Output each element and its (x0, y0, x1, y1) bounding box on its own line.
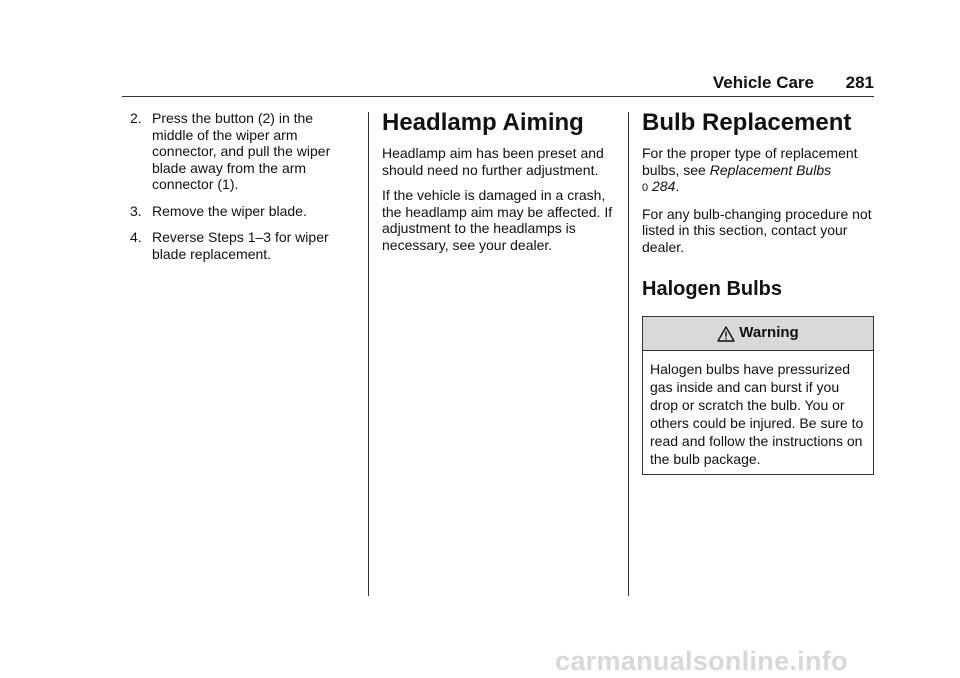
headlamp-aiming-heading: Headlamp Aiming (382, 109, 584, 136)
period: . (675, 178, 680, 194)
headlamp-damage-paragraph: If the vehicle is damaged in a crash, the headlamp aim may be affected. If adjustment to the headlamps is necessary, see your dealer. (382, 187, 613, 253)
step-text: Remove the wiper blade. (152, 202, 307, 219)
step-text: Reverse Steps 1–3 for wiper blade replacement. (152, 229, 329, 262)
warning-header (643, 317, 873, 351)
step-number: 4. (130, 229, 142, 245)
column-middle (382, 110, 614, 262)
step-text: Press the button (2) in the middle of the wiper arm connector, and pull the wiper blade away from the arm connector (1). (152, 110, 331, 192)
page-ref-link[interactable]: 284 (652, 178, 676, 194)
column-divider (628, 112, 629, 596)
section-title: Vehicle Care (712, 73, 814, 92)
step-item (130, 229, 350, 262)
warning-triangle-icon (717, 326, 735, 342)
bulb-type-text: For the proper type of replacement bulbs, see (642, 145, 858, 178)
warning-text: Halogen bulbs have pressurized gas inside and can burst if you drop or scratch the bulb. You or others could be injured. Be sure to read and follow the instructions on the bulb package. (650, 361, 864, 467)
page-ref-icon: 0 (642, 182, 649, 194)
column-divider (368, 112, 369, 596)
step-item (130, 110, 350, 193)
warning-label: Warning (739, 324, 799, 342)
replacement-bulbs-link[interactable]: Replacement Bulbs (709, 161, 832, 178)
step-item (130, 203, 350, 220)
step-number: 3. (130, 202, 142, 219)
column-right (642, 110, 874, 475)
bulb-replacement-heading: Bulb Replacement (642, 109, 852, 136)
page-number: 281 (845, 73, 874, 92)
watermark: carmanualsonline.info (555, 646, 848, 676)
column-left (130, 110, 350, 272)
bulb-type-paragraph (642, 145, 874, 197)
headlamp-aim-paragraph: Headlamp aim has been preset and should need no further adjustment. (382, 145, 604, 178)
contact-dealer-paragraph: For any bulb-changing procedure not listed in this section, contact your dealer. (642, 205, 872, 255)
page-header (122, 70, 874, 97)
halogen-bulbs-heading: Halogen Bulbs (642, 278, 783, 300)
warning-box (642, 316, 874, 475)
step-number: 2. (130, 110, 142, 126)
